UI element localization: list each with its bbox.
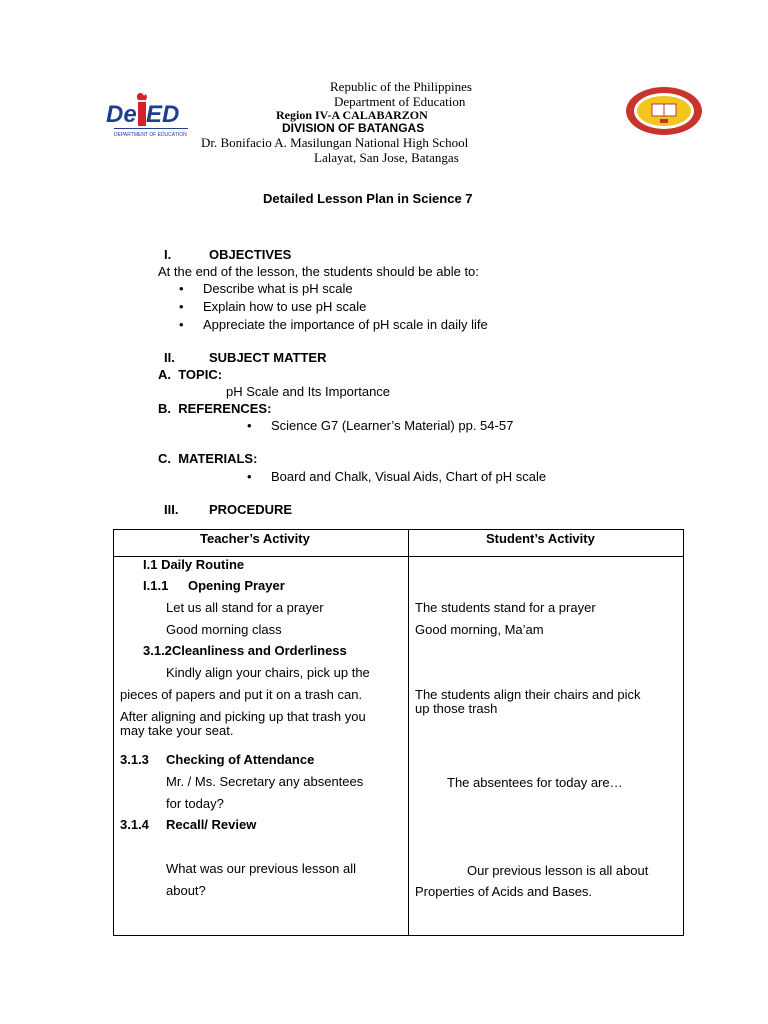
cleanliness-text-4: may take your seat.	[120, 723, 234, 738]
column-divider	[408, 530, 409, 935]
svg-text:De: De	[106, 101, 137, 128]
objectives-intro: At the end of the lesson, the students should be able to:	[158, 264, 479, 279]
svg-text:ED: ED	[146, 101, 180, 128]
objectives-number: I.	[164, 247, 172, 262]
subject-matter-number: II.	[164, 350, 175, 365]
teacher-greeting-text: Good morning class	[166, 622, 282, 637]
recall-heading: Recall/ Review	[166, 817, 257, 832]
topic-label: A. TOPIC:	[158, 367, 223, 382]
column-header-teacher: Teacher’s Activity	[200, 531, 310, 546]
header-republic: Republic of the Philippines	[330, 79, 472, 94]
materials-label: C. MATERIALS:	[158, 451, 258, 466]
objective-item: • Explain how to use pH scale	[203, 299, 366, 314]
review-question-2: about?	[166, 883, 206, 898]
student-greeting-text: Good morning, Ma’am	[415, 622, 544, 637]
objective-item: • Describe what is pH scale	[203, 281, 353, 296]
materials-item: • Board and Chalk, Visual Aids, Chart of pH scale	[271, 469, 546, 484]
column-header-student: Student’s Activity	[486, 531, 595, 546]
review-question-1: What was our previous lesson all	[166, 861, 357, 876]
procedure-heading: PROCEDURE	[209, 502, 293, 517]
student-review-answer-2: Properties of Acids and Bases.	[415, 884, 593, 899]
school-seal-icon	[624, 86, 704, 136]
reference-item: • Science G7 (Learner’s Material) pp. 54-57	[271, 418, 513, 433]
recall-number: 3.1.4	[120, 817, 149, 832]
procedure-number: III.	[164, 502, 179, 517]
topic-value: pH Scale and Its Importance	[226, 384, 391, 399]
student-prayer-text: The students stand for a prayer	[415, 600, 596, 615]
opening-prayer-heading: Opening Prayer	[188, 578, 285, 593]
objectives-heading: OBJECTIVES	[209, 247, 292, 262]
student-cleanliness-text-2: up those trash	[415, 701, 498, 716]
objective-item: • Appreciate the importance of pH scale in daily life	[203, 317, 488, 332]
header-school: Dr. Bonifacio A. Masilungan National High School	[201, 135, 469, 150]
opening-prayer-number: I.1.1	[143, 578, 169, 593]
subject-matter-heading: SUBJECT MATTER	[209, 350, 327, 365]
header-address: Lalayat, San Jose, Batangas	[314, 150, 459, 165]
daily-routine-heading: I.1 Daily Routine	[143, 557, 245, 572]
student-review-answer-1: Our previous lesson is all about	[467, 863, 649, 878]
svg-text:DEPARTMENT OF EDUCATION: DEPARTMENT OF EDUCATION	[114, 132, 187, 138]
references-label: B. REFERENCES:	[158, 401, 272, 416]
cleanliness-text-2: pieces of papers and put it on a trash can.	[120, 687, 363, 702]
page-title: Detailed Lesson Plan in Science 7	[263, 191, 473, 206]
header-region: Region IV-A CALABARZON	[276, 108, 428, 122]
procedure-table	[113, 529, 684, 936]
teacher-prayer-text: Let us all stand for a prayer	[166, 600, 324, 615]
deped-logo	[104, 90, 194, 140]
header-department: Department of Education	[334, 94, 466, 109]
student-cleanliness-text-1: The students align their chairs and pick	[415, 687, 641, 702]
cleanliness-text-3: After aligning and picking up that trash you	[120, 709, 366, 724]
attendance-number: 3.1.3	[120, 752, 149, 767]
student-absentees-text: The absentees for today are…	[447, 775, 623, 790]
cleanliness-heading: 3.1.2Cleanliness and Orderliness	[143, 643, 347, 658]
attendance-text-2: for today?	[166, 796, 224, 811]
header-division: DIVISION OF BATANGAS	[282, 121, 425, 135]
attendance-text-1: Mr. / Ms. Secretary any absentees	[166, 774, 364, 789]
attendance-heading: Checking of Attendance	[166, 752, 315, 767]
cleanliness-text-1: Kindly align your chairs, pick up the	[166, 665, 370, 680]
